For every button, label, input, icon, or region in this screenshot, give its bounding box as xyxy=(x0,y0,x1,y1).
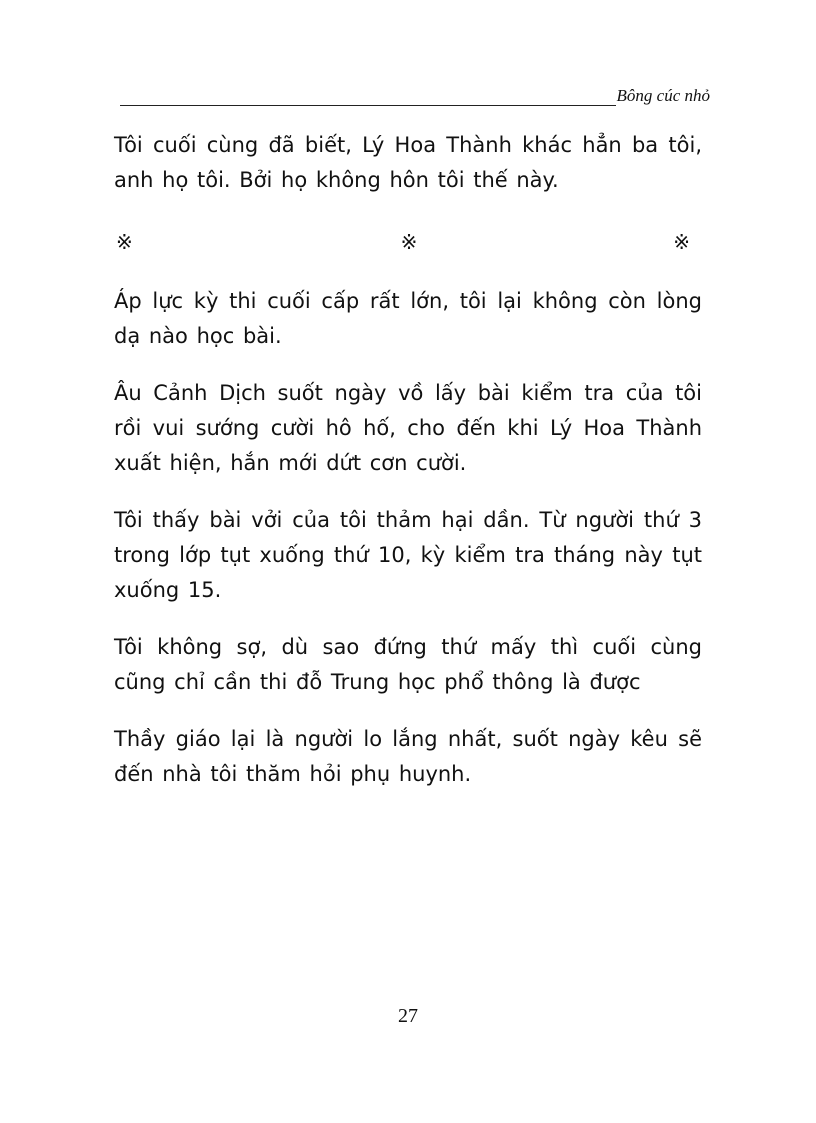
paragraph: Tôi không sợ, dù sao đứng thứ mấy thì cuối cùng cũng chỉ cần thi đỗ Trung học phổ thông là được xyxy=(114,635,702,694)
section-separator xyxy=(114,222,702,262)
separator-symbol: ※ xyxy=(673,229,690,254)
page-number: 27 xyxy=(398,1005,418,1027)
separator-symbol: ※ xyxy=(116,229,133,254)
paragraph: Tôi cuối cùng đã biết, Lý Hoa Thành khác hẳn ba tôi, anh họ tôi. Bởi họ không hôn tôi thế này. xyxy=(114,133,702,192)
paragraph: Áp lực kỳ thi cuối cấp rất lớn, tôi lại không còn lòng dạ nào học bài. xyxy=(114,289,702,348)
paragraph: Âu Cảnh Dịch suốt ngày vồ lấy bài kiểm tra của tôi rồi vui sướng cười hô hố, cho đến khi Lý Hoa Thành xuất hiện, hắn mới dứt cơn cười. xyxy=(114,381,702,475)
header-rule xyxy=(120,89,616,106)
separator-symbol: ※ xyxy=(400,229,418,254)
paragraph: Tôi thấy bài vởi của tôi thảm hại dần. Từ người thứ 3 trong lớp tụt xuống thứ 10, kỳ kiểm tra tháng này tụt xuống 15. xyxy=(114,508,702,602)
body-text xyxy=(114,128,702,792)
paragraph: Thầy giáo lại là người lo lắng nhất, suốt ngày kêu sẽ đến nhà tôi thăm hỏi phụ huynh. xyxy=(114,727,702,786)
header-title: Bông cúc nhỏ xyxy=(616,86,710,105)
page-header xyxy=(120,82,710,106)
